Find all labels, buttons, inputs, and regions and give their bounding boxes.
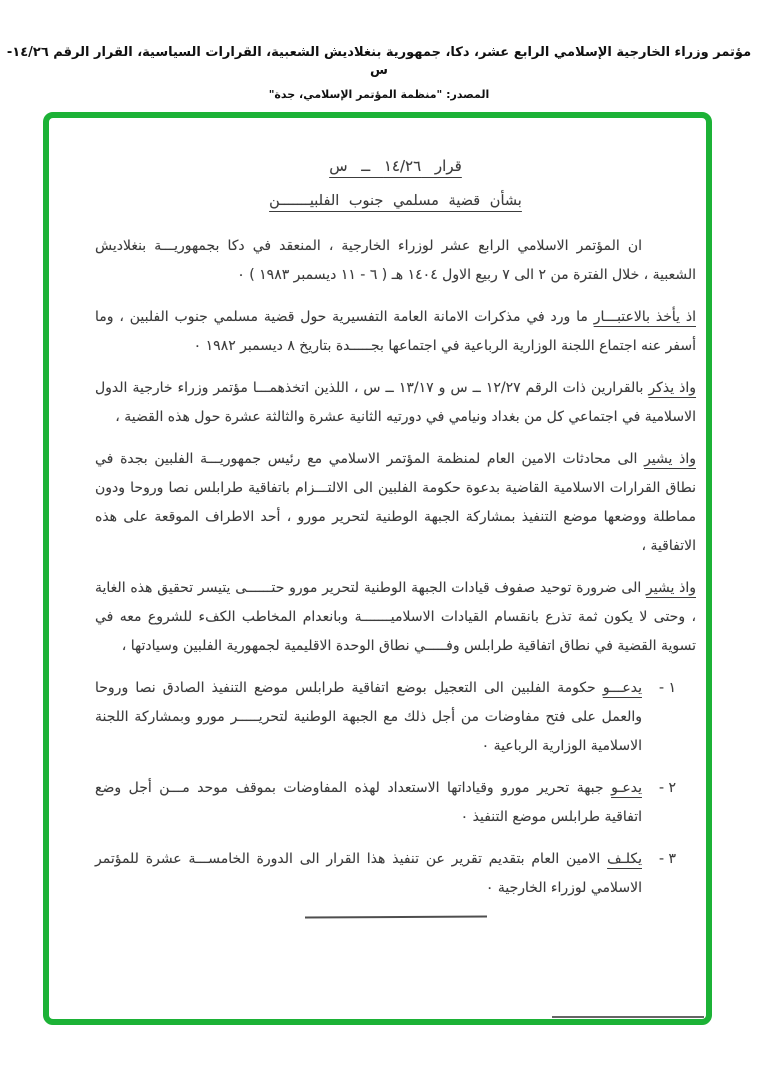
header-source-line: المصدر: "منظمة المؤتمر الإسلامي، جدة" <box>268 88 490 101</box>
preamble-paragraph-3 <box>95 374 696 432</box>
preamble-paragraph-2 <box>95 303 696 361</box>
resolution-number-title: قرار ١٤/٢٦ ــ س <box>329 157 462 175</box>
preamble-paragraph-4 <box>95 445 696 561</box>
resolution-subject-title <box>95 187 696 216</box>
paragraph-text: ان المؤتمر الاسلامي الرابع عشر لوزراء الخارجية ، المنعقد في دكا بجمهوريـــة بنغلاديش الشعبية ، خلال الفترة من ٢ الى ٧ ربيع الاول ١٤٠٤ هـ ( ٦ - ١١ ديسمبر ١٩٨٣ ) ٠ <box>95 238 696 283</box>
paragraph-lead: واذ يشير <box>644 451 696 467</box>
paragraph-lead: واذ يذكر <box>648 380 697 396</box>
paragraph-text: الى محادثات الامين العام لمنظمة المؤتمر الاسلامي مع رئيس جمهوريـــة الفلبين بجدة في نطاق القرارات الاسلامية القاضية بدعوة حكومة الفلبين الى الالتـــزام باتفاقية طرابلس نصا وروحا ودون مماطلة ووضعها موضع التنفيذ بمشاركة الجبهة الوطنية لتحرير مورو ، أحد الاطراف الموقعة على هذه الاتفاقية ، <box>95 451 696 554</box>
item-lead: يدعـو <box>611 780 642 796</box>
operative-item-1 <box>95 674 676 761</box>
item-lead: يدعـــو <box>602 680 642 696</box>
paragraph-text: ما ورد في مذكرات الامانة العامة التفسيرية حول قضية مسلمي جنوب الفلبين ، وما أسفر عنه اجتماع اللجنة الوزارية الرباعية في اجتماعها بجـــــدة بتاريخ ٨ ديسمبر ١٩٨٢ ٠ <box>95 309 696 354</box>
item-text-block <box>95 674 642 761</box>
header-citation-line: مؤتمر وزراء الخارجية الإسلامي الرابع عشر، دكا، جمهورية بنغلاديش الشعبية، القرارات السياسية، القرار الرقم ١٤/٢٦- س <box>6 45 752 78</box>
operative-items <box>95 674 696 903</box>
item-number: ٣ - <box>658 851 676 867</box>
scan-page-edge-artifact <box>552 1016 704 1018</box>
item-text-block <box>95 774 642 832</box>
operative-item-3 <box>95 845 676 903</box>
preamble-paragraph-1 <box>95 232 696 290</box>
paragraph-text: الى ضرورة توحيد صفوف قيادات الجبهة الوطنية لتحرير مورو حتــــــى يتيسر تحقيق هذه الغاية ، وحتى لا يكون ثمة تذرع بانقسام القيادات الاسلاميـــــــة وبانعدام المخاطب الكفء للشروع معه في تسوية القضية في نطاق اتفاقية طرابلس وفـــــي نطاق الوحدة الاقليمية لجمهورية الفلبين وسيادتها ، <box>95 580 696 654</box>
paragraph-lead: واذ يشير <box>646 580 696 596</box>
item-number: ١ - <box>658 680 676 696</box>
resolution-title-block <box>95 152 696 216</box>
document-header <box>0 44 758 101</box>
item-text: حكومة الفلبين الى التعجيل بوضع اتفاقية طرابلس موضع التنفيذ الصادق نصا وروحا والعمل على فتح مفاوضات من أجل ذلك مع الجبهة الوطنية لتحريـــــر مورو وبمشاركة اللجنة الاسلامية الوزارية الرباعية ٠ <box>95 680 642 754</box>
scanned-document <box>49 118 706 918</box>
item-text-block <box>95 845 642 903</box>
item-text: الامين العام بتقديم تقرير عن تنفيذ هذا القرار الى الدورة الخامســـة عشرة للمؤتمر الاسلامي لوزراء الخارجية ٠ <box>95 851 642 896</box>
operative-item-2 <box>95 774 676 832</box>
resolution-subject-text: بشأن قضية مسلمي جنوب الفلبيـــــــن <box>269 193 522 209</box>
paragraph-lead: اذ يأخذ بالاعتبـــار <box>593 309 696 325</box>
item-text: جبهة تحرير مورو وقياداتها الاستعداد لهذه المفاوضات بموقف موحد مـــن أجل وضع اتفاقية طرابلس موضع التنفيذ ٠ <box>95 780 642 825</box>
document-frame <box>43 112 712 1025</box>
item-number: ٢ - <box>658 780 676 796</box>
paragraph-text: بالقرارين ذات الرقم ١٢/٢٧ ــ س و ١٣/١٧ ــ س ، اللذين اتخذهمـــا مؤتمر وزراء خارجية الدول الاسلامية في اجتماعي كل من بغداد ونيامي في دورتيه الثانية عشرة والثالثة عشرة حول هذه القضية ، <box>95 380 696 425</box>
footer-divider <box>304 916 486 919</box>
item-lead: يكلـف <box>607 851 642 867</box>
preamble-paragraph-5 <box>95 574 696 661</box>
